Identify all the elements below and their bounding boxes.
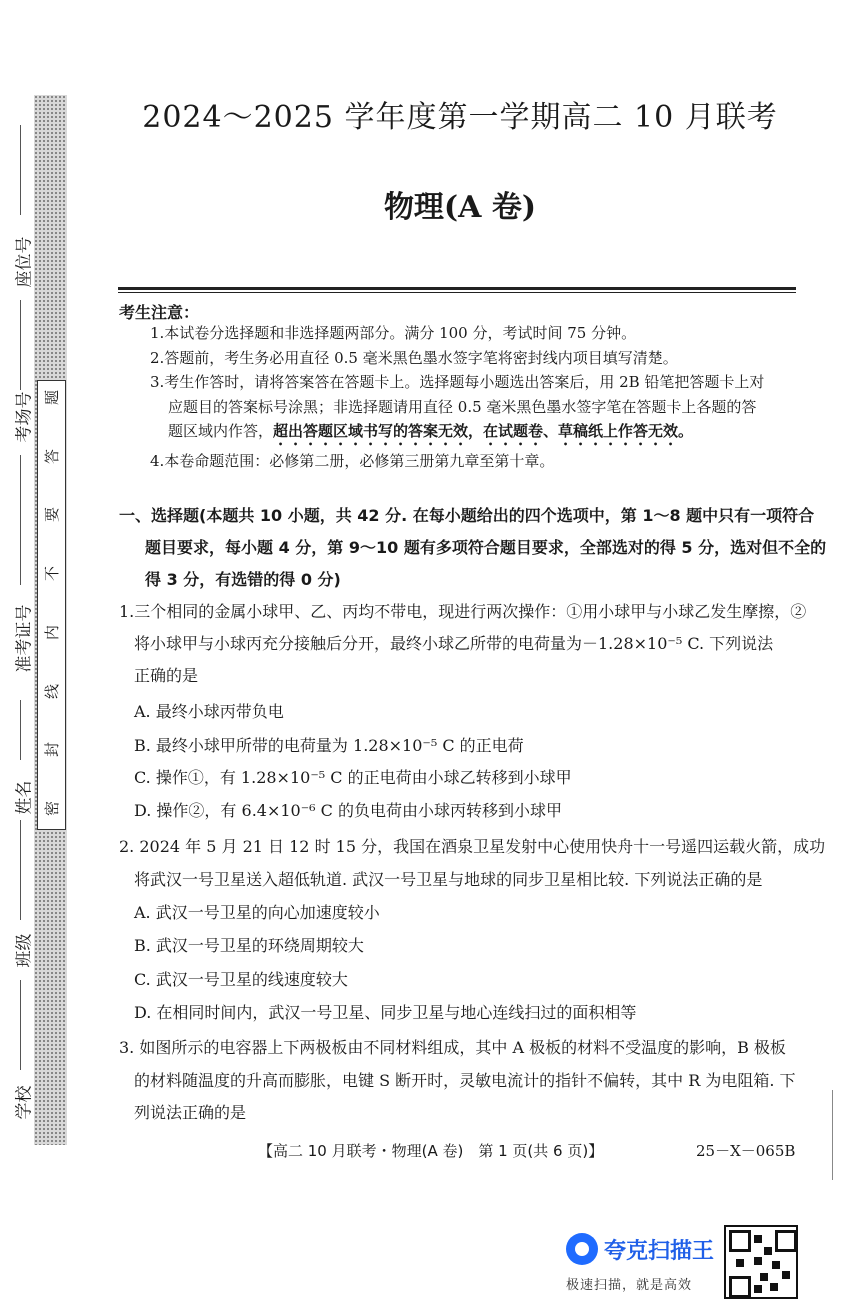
blank-line xyxy=(20,820,21,920)
seal-char: 不 xyxy=(42,566,61,582)
question-1-option-b: B. 最终小球甲所带的电荷量为 1.28×10⁻⁵ C 的正电荷 xyxy=(134,736,524,755)
section-heading-line: 题目要求，每小题 4 分，第 9～10 题有多项符合题目要求，全部选对的得 5 分，选对但不全的 xyxy=(145,538,827,557)
class-label: 班级 xyxy=(14,933,35,968)
name-label: 姓名 xyxy=(14,780,35,815)
notice-item xyxy=(168,420,693,449)
question-3-stem: 3. 如图所示的电容器上下两极板由不同材料组成，其中 A 极板的材料不受温度的影响，B 极板 xyxy=(119,1038,786,1057)
section-heading: 一、选择题(本题共 10 小题，共 42 分. 在每小题给出的四个选项中，第 1～8 题中只有一项符合 xyxy=(119,506,815,525)
question-2-stem: 2. 2024 年 5 月 21 日 12 时 15 分，我国在酒泉卫星发射中心使用快舟十一号遥四运载火箭，成功 xyxy=(119,837,826,856)
question-1-stem: 正确的是 xyxy=(134,666,199,685)
seal-char: 密 xyxy=(42,800,61,816)
question-1-stem: 将小球甲与小球丙充分接触后分开，最终小球乙所带的电荷量为－1.28×10⁻⁵ C. 下列说法 xyxy=(134,634,774,653)
seal-char: 内 xyxy=(42,624,61,640)
seal-line-box xyxy=(37,380,66,830)
blank-line xyxy=(20,980,21,1070)
seat-number-label: 座位号 xyxy=(14,236,35,288)
scan-edge xyxy=(832,1090,833,1180)
question-3-stem: 的材料随温度的升高而膨胀，电键 S 断开时，灵敏电流计的指针不偏转，其中 R 为电阻箱. 下 xyxy=(134,1071,796,1090)
exam-subtitle: 物理(A 卷) xyxy=(383,190,537,225)
question-1-option-a: A. 最终小球丙带负电 xyxy=(134,702,284,721)
blank-line xyxy=(20,455,21,585)
scanner-tagline: 极速扫描，就是高效 xyxy=(566,1278,693,1293)
question-2-option-b: B. 武汉一号卫星的环绕周期较大 xyxy=(134,936,364,955)
exam-title: 2024～2025 学年度第一学期高二 10 月联考 xyxy=(142,100,778,135)
notice-emphasis: 超出答题区域书写的答案无效，在试题卷、草稿纸上作答无效。 xyxy=(273,422,694,440)
header-rule xyxy=(118,287,796,290)
notice-item: 1.本试卷分选择题和非选择题两部分。满分 100 分，考试时间 75 分钟。 xyxy=(150,324,637,342)
blank-line xyxy=(20,700,21,760)
notice-heading: 考生注意： xyxy=(119,303,200,322)
seal-char: 题 xyxy=(42,389,61,406)
notice-item: 3.考生作答时，请将答案答在答题卡上。选择题每小题选出答案后，用 2B 铅笔把答题卡上对 xyxy=(150,373,765,391)
scanner-logo-icon xyxy=(566,1233,598,1265)
blank-line xyxy=(20,300,21,390)
question-1-option-c: C. 操作①，有 1.28×10⁻⁵ C 的正电荷由小球乙转移到小球甲 xyxy=(134,768,572,787)
seal-char: 要 xyxy=(42,507,61,523)
seal-char: 封 xyxy=(42,742,61,758)
exam-room-label: 考场号 xyxy=(14,391,35,443)
scanner-brand: 夸克扫描王 xyxy=(604,1239,715,1264)
footer-page-info: 【高二 10 月联考・物理(A 卷) 第 1 页(共 6 页)】 xyxy=(258,1142,604,1160)
section-heading-line: 得 3 分，有选错的得 0 分) xyxy=(145,570,341,589)
notice-item: 应题目的答案标号涂黑；非选择题请用直径 0.5 毫米黑色墨水签字笔在答题卡上各题的答 xyxy=(168,398,757,416)
seal-char: 线 xyxy=(42,683,61,699)
blank-line xyxy=(20,125,21,215)
seal-char: 答 xyxy=(42,448,61,464)
notice-item: 4.本卷命题范围：必修第二册，必修第三册第九章至第十章。 xyxy=(150,452,555,470)
question-1-option-d: D. 操作②，有 6.4×10⁻⁶ C 的负电荷由小球丙转移到小球甲 xyxy=(134,801,563,820)
question-2-option-a: A. 武汉一号卫星的向心加速度较小 xyxy=(134,903,380,922)
admission-number-label: 准考证号 xyxy=(14,604,35,673)
header-rule xyxy=(118,292,796,293)
question-3-stem: 列说法正确的是 xyxy=(134,1103,247,1122)
question-2-stem: 将武汉一号卫星送入超低轨道. 武汉一号卫星与地球的同步卫星相比较. 下列说法正确的是 xyxy=(134,870,763,889)
school-label: 学校 xyxy=(14,1085,35,1120)
notice-item: 2.答题前，考生务必用直径 0.5 毫米黑色墨水签字笔将密封线内项目填写清楚。 xyxy=(150,349,678,367)
question-1-stem: 1.三个相同的金属小球甲、乙、丙均不带电，现进行两次操作：①用小球甲与小球乙发生摩擦，② xyxy=(119,602,807,621)
question-2-option-c: C. 武汉一号卫星的线速度较大 xyxy=(134,970,348,989)
qr-code xyxy=(724,1225,798,1299)
notice-text: 题区域内作答， xyxy=(168,422,274,440)
footer-code: 25－X－065B xyxy=(696,1142,796,1160)
question-2-option-d: D. 在相同时间内，武汉一号卫星、同步卫星与地心连线扫过的面积相等 xyxy=(134,1003,637,1022)
